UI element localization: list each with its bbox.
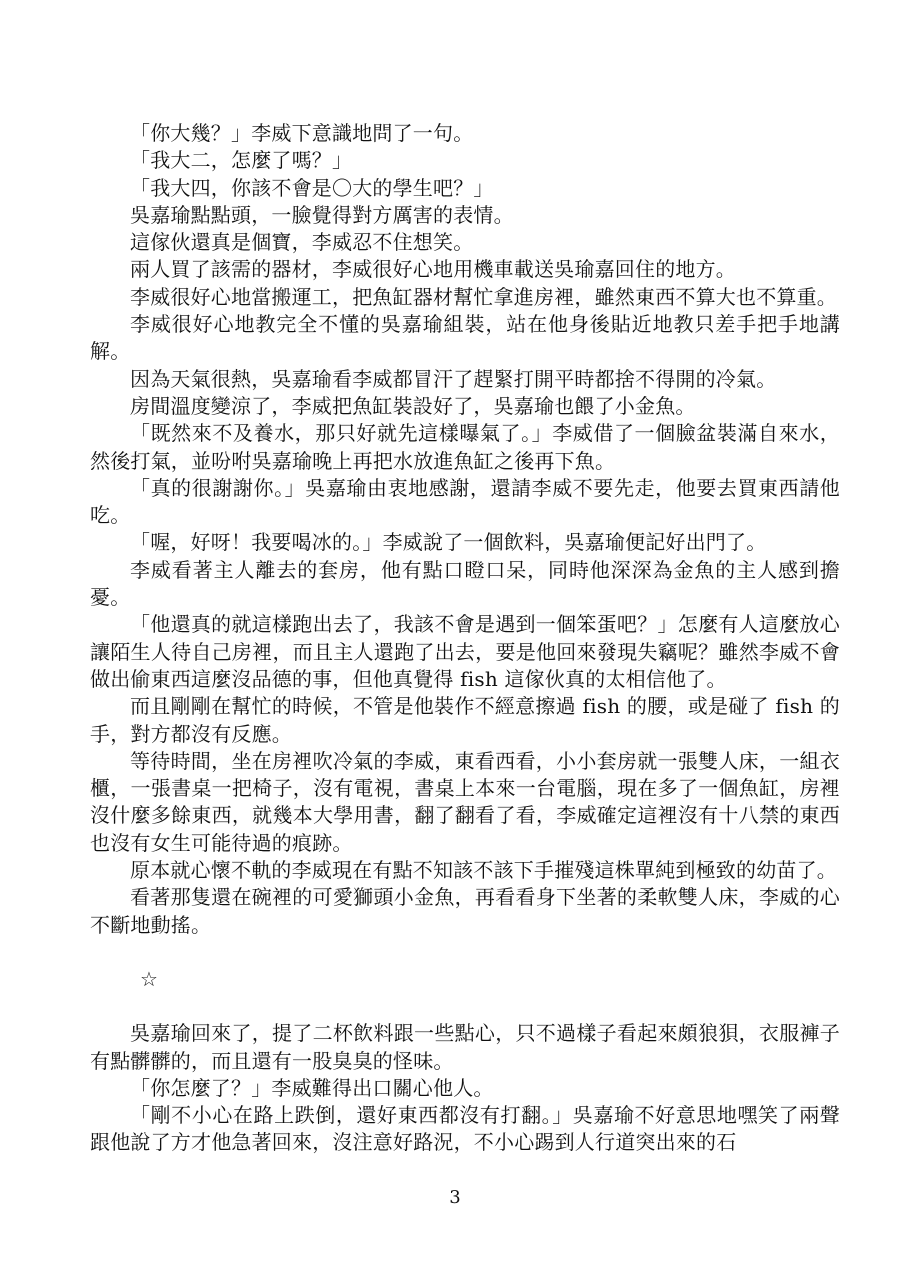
paragraph: 「他還真的就這樣跑出去了，我該不會是遇到一個笨蛋吧？」怎麼有人這麼放心讓陌生人待自己房裡，而且主人還跑了出去，要是他回來發現失竊呢？雖然李威不會做出偷東西這麼沒品德的事，但他真覺得 fish 這傢伙真的太相信他了。 — [90, 612, 840, 691]
paragraph: 吳嘉瑜回來了，提了二杯飲料跟一些點心，只不過樣子看起來頗狼狽，衣服褲子有點髒髒的，而且還有一股臭臭的怪味。 — [90, 1021, 840, 1073]
paragraph: 「你大幾？」李威下意識地問了一句。 — [130, 121, 474, 145]
blank-line — [90, 993, 840, 1020]
paragraph: 原本就心懷不軌的李威現在有點不知該不該下手摧殘這株單純到極致的幼苗了。 — [130, 858, 837, 883]
paragraph: 李威看著主人離去的套房，他有點口瞪口呆，同時他深深為金魚的主人感到擔憂。 — [90, 557, 840, 610]
paragraph: 等待時間，坐在房裡吹冷氣的李威，東看西看，小小套房就一張雙人床，一組衣櫃，一張書桌一把椅子，沒有電視，書桌上本來一台電腦，現在多了一個魚缸，房裡沒什麼多餘東西，就幾本大學用書，翻了翻看了看，李威確定這裡沒有十八禁的東西也沒有女生可能待過的痕跡。 — [90, 748, 840, 855]
paragraph: 吳嘉瑜點點頭，一臉覺得對方厲害的表情。 — [130, 202, 514, 227]
paragraph: 「真的很謝謝你。」吳嘉瑜由衷地感謝，還請李威不要先走，他要去買東西請他吃。 — [90, 475, 840, 528]
paragraph: 房間溫度變涼了，李威把魚缸裝設好了，吳嘉瑜也餵了小金魚。 — [130, 393, 696, 418]
paragraph: 而且剛剛在幫忙的時候，不管是他裝作不經意擦過 fish 的腰，或是碰了 fish 的手，對方都沒有反應。 — [90, 694, 840, 746]
paragraph: 看著那隻還在碗裡的可愛獅頭小金魚，再看看身下坐著的柔軟雙人床，李威的心不斷地動搖。 — [90, 885, 840, 937]
paragraph: 「我大二，怎麼了嗎？」 — [130, 148, 353, 173]
paragraph: 李威很好心地教完全不懂的吳嘉瑜組裝，站在他身後貼近地教只差手把手地講解。 — [90, 312, 840, 364]
paragraph: 「喔，好呀！我要喝冰的。」李威說了一個飲料，吳嘉瑜便記好出門了。 — [130, 530, 767, 555]
paragraph: 這傢伙還真是個寶，李威忍不住想笑。 — [130, 230, 474, 255]
page-number: 3 — [449, 1187, 461, 1208]
paragraph: 「既然來不及養水，那只好就先這樣曝氣了。」李威借了一個臉盆裝滿自來水，然後打氣，並吩咐吳嘉瑜晚上再把水放進魚缸之後再下魚。 — [90, 421, 840, 473]
section-separator-star: ☆ — [140, 966, 158, 991]
paragraph: 「你怎麼了？」李威難得出口關心他人。 — [130, 1075, 494, 1100]
paragraph: 因為天氣很熱，吳嘉瑜看李威都冒汗了趕緊打開平時都捨不得開的冷氣。 — [130, 366, 777, 391]
paragraph: 兩人買了該需的器材，李威很好心地用機車載送吳瑜嘉回住的地方。 — [130, 257, 736, 282]
blank-line — [90, 939, 840, 966]
paragraph: 「我大四，你該不會是〇大的學生吧？」 — [130, 175, 494, 200]
body-text — [90, 120, 840, 1157]
paragraph: 「剛不小心在路上跌倒，還好東西都沒有打翻。」吳嘉瑜不好意思地嘿笑了兩聲跟他說了方才他急著回來，沒注意好路況，不小心踢到人行道突出來的石 — [90, 1103, 840, 1155]
paragraph: 李威很好心地當搬運工，把魚缸器材幫忙拿進房裡，雖然東西不算大也不算重。 — [130, 284, 837, 309]
